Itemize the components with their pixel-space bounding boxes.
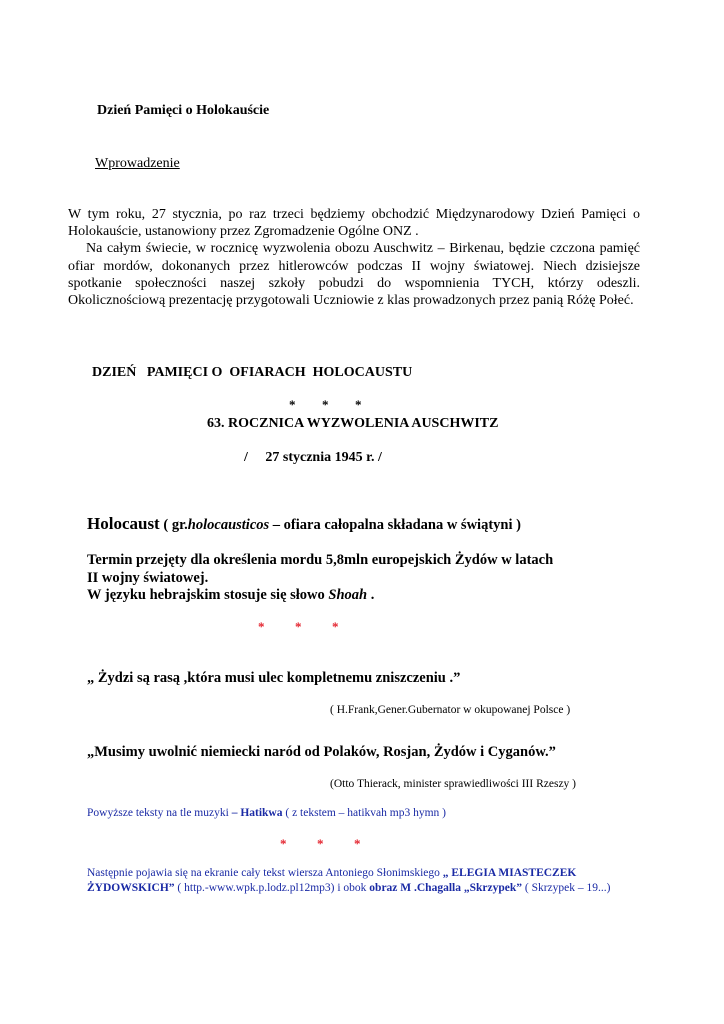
poem-note-intro: Następnie pojawia się na ekranie cały tekst wiersza Antoniego Słonimskiego [87, 867, 443, 879]
term-line-3 [87, 587, 607, 605]
music-prefix: Powyższe teksty na tle muzyki [87, 807, 232, 819]
definition-greek-term: holocausticos [187, 517, 270, 533]
definition-rest: – ofiara całopalna składana w świątyni ) [269, 517, 521, 533]
holocaust-definition [87, 514, 521, 534]
red-stars-separator-1: * * * [258, 619, 339, 634]
painting-title: obraz M .Chagalla „Skrzypek” [369, 881, 522, 894]
intro-paragraph-2: Na całym świecie, w rocznicę wyzwolenia obozu Auschwitz – Birkenau, będzie czczona pamięć ofiar mordów, dokonanych przez hitlerowców podczas II wojny światowej. Niech dzisiejsze spotkanie społeczności naszej szkoły pobudzi do wspomnienia TYCH, którzy odeszli. Okolicznościową prezentację przygotowali Uczniowie z klas prowadzonych przez panią Różę Połeć. [68, 241, 640, 309]
quote-frank-source: ( H.Frank,Gener.Gubernator w okupowanej Polsce ) [330, 704, 571, 716]
term-line-3-end: . [367, 587, 375, 603]
poem-note [87, 866, 647, 895]
stars-separator: * * * [289, 397, 362, 412]
section-heading: DZIEŃ PAMIĘCI O OFIARACH HOLOCAUSTU [92, 365, 413, 380]
red-stars-separator-2: * * * [280, 836, 361, 851]
intro-paragraph-1: W tym roku, 27 stycznia, po raz trzeci będziemy obchodzić Międzynarodowy Dzień Pamięci o Holokauście, ustanowiony przez Zgromadzenie Ogólne ONZ . [68, 207, 640, 240]
term-explanation [87, 552, 607, 605]
music-suffix: ( z tekstem – hatikvah mp3 hymn ) [282, 807, 447, 819]
quote-thierack: „Musimy uwolnić niemiecki naród od Polaków, Rosjan, Żydów i Cyganów.” [87, 744, 556, 760]
definition-open: ( gr. [159, 517, 188, 533]
liberation-date: / 27 stycznia 1945 r. / [244, 450, 382, 465]
shoah-word: Shoah [328, 587, 368, 603]
page-title: Dzień Pamięci o Holokauście [97, 103, 270, 118]
intro-text [68, 206, 640, 309]
quote-thierack-source: (Otto Thierack, minister sprawiedliwości III Rzeszy ) [330, 778, 577, 790]
term-line-1: Termin przejęty dla określenia mordu 5,8mln europejskich Żydów w latach [87, 552, 554, 568]
anniversary-heading: 63. ROCZNICA WYZWOLENIA AUSCHWITZ [207, 416, 499, 431]
painting-note: ( Skrzypek – 19...) [522, 881, 611, 894]
term-line-3-text: W języku hebrajskim stosuje się słowo [87, 587, 329, 603]
holocaust-word: Holocaust [87, 514, 160, 533]
poem-title: „ ELEGIA MIASTECZEK ŻYDOWSKICH” [87, 867, 577, 894]
quote-frank: „ Żydzi są rasą ,która musi ulec kompletnemu zniszczeniu .” [87, 670, 461, 686]
music-title: – Hatikwa [231, 807, 283, 819]
music-note [87, 807, 446, 819]
poem-link-text: ( http.-www.wpk.p.lodz.pl12mp3) i obok [174, 881, 370, 894]
intro-heading: Wprowadzenie [95, 156, 180, 171]
term-line-2: II wojny światowej. [87, 569, 209, 586]
